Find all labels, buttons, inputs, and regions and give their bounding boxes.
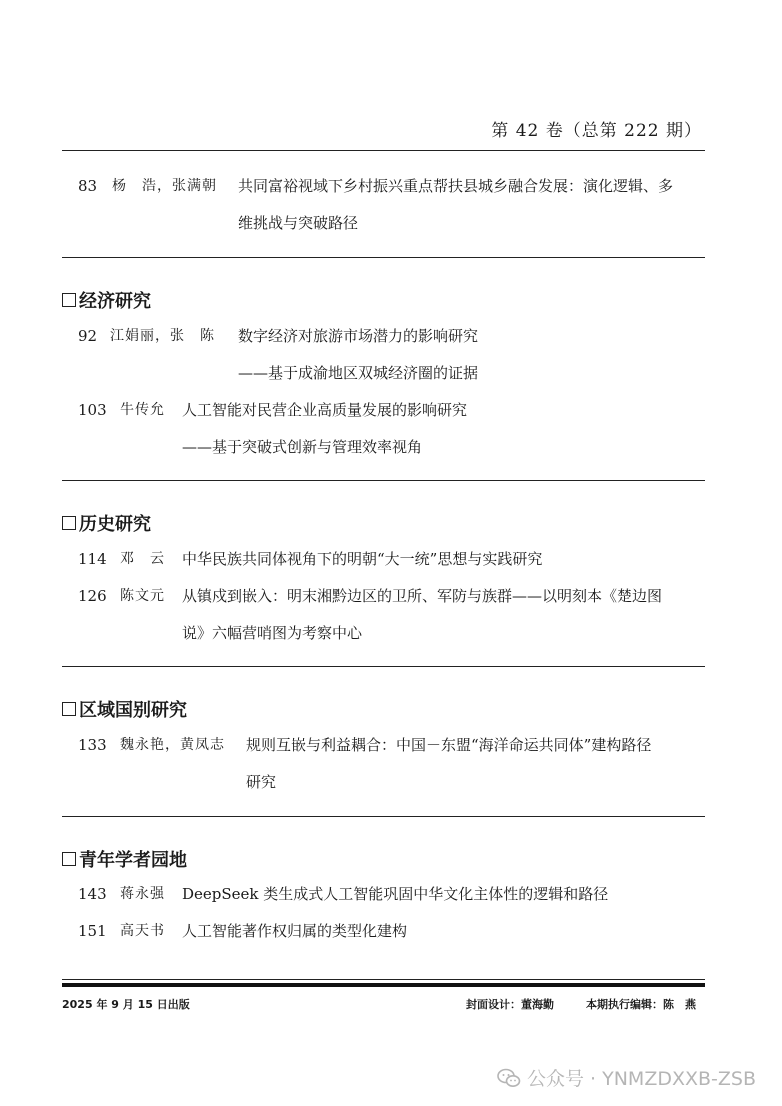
- executive-editor: 本期执行编辑：陈 燕: [586, 998, 696, 1011]
- toc-entry[interactable]: [62, 392, 705, 466]
- square-icon: [62, 702, 76, 716]
- footer-rule-thin: [62, 979, 705, 980]
- page-number: 133: [78, 736, 107, 754]
- page-number: 92: [78, 327, 98, 345]
- toc-entry[interactable]: [62, 913, 705, 950]
- authors: 江娟丽，张 陈: [110, 328, 215, 344]
- toc-entry[interactable]: [62, 727, 705, 801]
- square-icon: [62, 852, 76, 866]
- volume-header: 第 42 卷（总第 222 期）: [491, 121, 702, 141]
- page-number: 83: [78, 177, 98, 195]
- divider: [62, 480, 705, 481]
- article-title: 人工智能著作权归属的类型化建构: [182, 922, 408, 940]
- divider: [62, 816, 705, 817]
- page-number: 103: [78, 401, 107, 419]
- square-icon: [62, 516, 76, 530]
- publish-date: 2025 年 9 月 15 日出版: [62, 998, 190, 1011]
- authors: 邓 云: [120, 551, 165, 567]
- article-title: 数字经济对旅游市场潜力的影响研究 ——基于成渝地区双城经济圈的证据: [238, 327, 479, 382]
- authors: 杨 浩，张满朝: [112, 178, 217, 194]
- footer-rule-thick: [62, 983, 705, 987]
- article-title: 人工智能对民营企业高质量发展的影响研究 ——基于突破式创新与管理效率视角: [182, 401, 468, 456]
- section-heading: 青年学者园地: [62, 846, 187, 872]
- toc-entry[interactable]: [62, 318, 705, 392]
- section-heading: 区域国别研究: [62, 696, 187, 722]
- article-title: DeepSeek 类生成式人工智能巩固中华文化主体性的逻辑和路径: [182, 885, 609, 903]
- article-title: 规则互嵌与利益耦合：中国－东盟“海洋命运共同体”建构路径 研究: [246, 736, 652, 791]
- page-number: 143: [78, 885, 107, 903]
- authors: 陈文元: [120, 588, 165, 604]
- article-title: 中华民族共同体视角下的明朝“大一统”思想与实践研究: [182, 550, 543, 568]
- toc-entry[interactable]: [62, 168, 705, 242]
- section-heading: 经济研究: [62, 287, 151, 313]
- toc-entry[interactable]: [62, 541, 705, 578]
- authors: 魏永艳，黄凤志: [120, 737, 225, 753]
- square-icon: [62, 293, 76, 307]
- page-number: 151: [78, 922, 107, 940]
- divider: [62, 666, 705, 667]
- article-title: 从镇戍到嵌入：明末湘黔边区的卫所、军防与族群——以明刻本《楚边图 说》六幅营哨图为考察中心: [182, 587, 663, 642]
- section-heading: 历史研究: [62, 510, 151, 536]
- toc-entry[interactable]: [62, 578, 705, 652]
- article-title: 共同富裕视域下乡村振兴重点帮扶县城乡融合发展：演化逻辑、多 维挑战与突破路径: [238, 177, 674, 232]
- wechat-icon: [497, 1068, 521, 1088]
- toc-entry[interactable]: [62, 876, 705, 913]
- authors: 高天书: [120, 923, 165, 939]
- watermark-text: 公众号 · YNMZDXXB-ZSB: [526, 1068, 756, 1090]
- authors: 牛传允: [120, 402, 165, 418]
- authors: 蒋永强: [120, 886, 165, 902]
- watermark: [497, 1064, 756, 1091]
- divider: [62, 150, 705, 151]
- page-number: 114: [78, 550, 107, 568]
- cover-designer: 封面设计：董海勤: [466, 998, 554, 1011]
- page-number: 126: [78, 587, 107, 605]
- divider: [62, 257, 705, 258]
